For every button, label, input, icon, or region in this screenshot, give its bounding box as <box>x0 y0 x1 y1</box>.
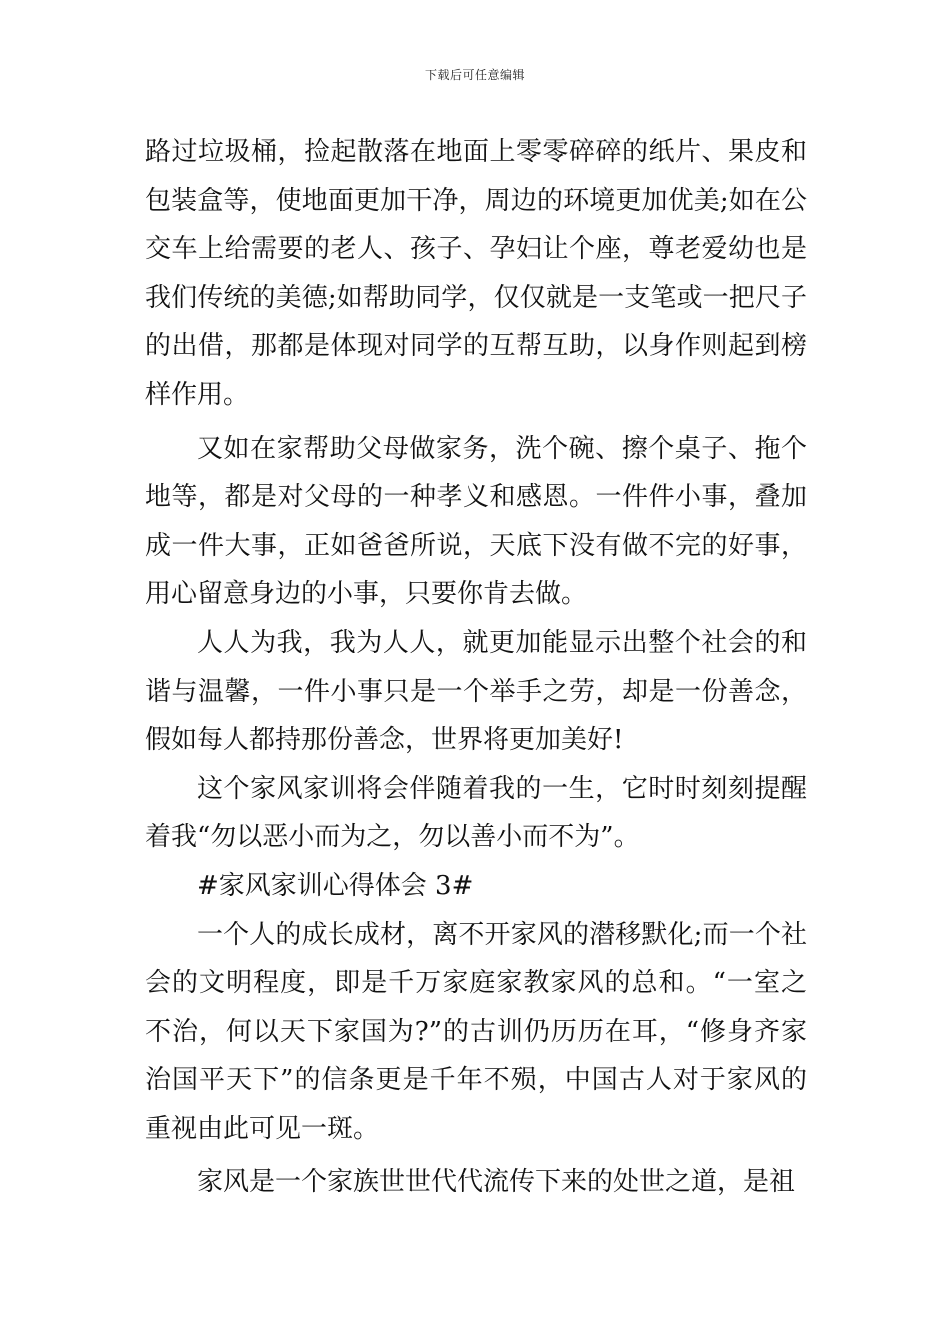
paragraph-1: 路过垃圾桶，捡起散落在地面上零零碎碎的纸片、果皮和包装盒等，使地面更加干净，周边的环境更加优美;如在公交车上给需要的老人、孩子、孕妇让个座，尊老爱幼也是我们传统的美德;如帮助同学，仅仅就是一支笔或一把尺子的出借，那都是体现对同学的互帮互助，以身作则起到榜样作用。 <box>145 137 807 410</box>
paragraph-4: 这个家风家训将会伴随着我的一生，它时时刻刻提醒着我“勿以恶小而为之，勿以善小而不为”。 <box>145 773 807 853</box>
page-header-note: 下载后可任意编辑 <box>424 68 525 82</box>
section-heading: #家风家训心得体会 3# <box>197 870 474 901</box>
paragraph-6: 家风是一个家族世世代代流传下来的处世之道，是祖 <box>197 1167 796 1198</box>
paragraph-3: 人人为我，我为人人，就更加能显示出整个社会的和谐与温馨，一件小事只是一个举手之劳，却是一份善念，假如每人都持那份善念，世界将更加美好! <box>145 627 807 756</box>
paragraph-2: 又如在家帮助父母做家务，洗个碗、擦个桌子、拖个地等，都是对父母的一种孝义和感恩。一件件小事，叠加成一件大事，正如爸爸所说，天底下没有做不完的好事，用心留意身边的小事，只要你肯去做。 <box>145 433 807 610</box>
paragraph-5: 一个人的成长成材，离不开家风的潜移默化;而一个社会的文明程度，即是千万家庭家教家风的总和。“一室之不治，何以天下家国为?”的古训仍历历在耳，“修身齐家治国平天下”的信条更是千年不殒，中国古人对于家风的重视由此可见一斑。 <box>145 919 807 1144</box>
document-body <box>145 128 807 1207</box>
